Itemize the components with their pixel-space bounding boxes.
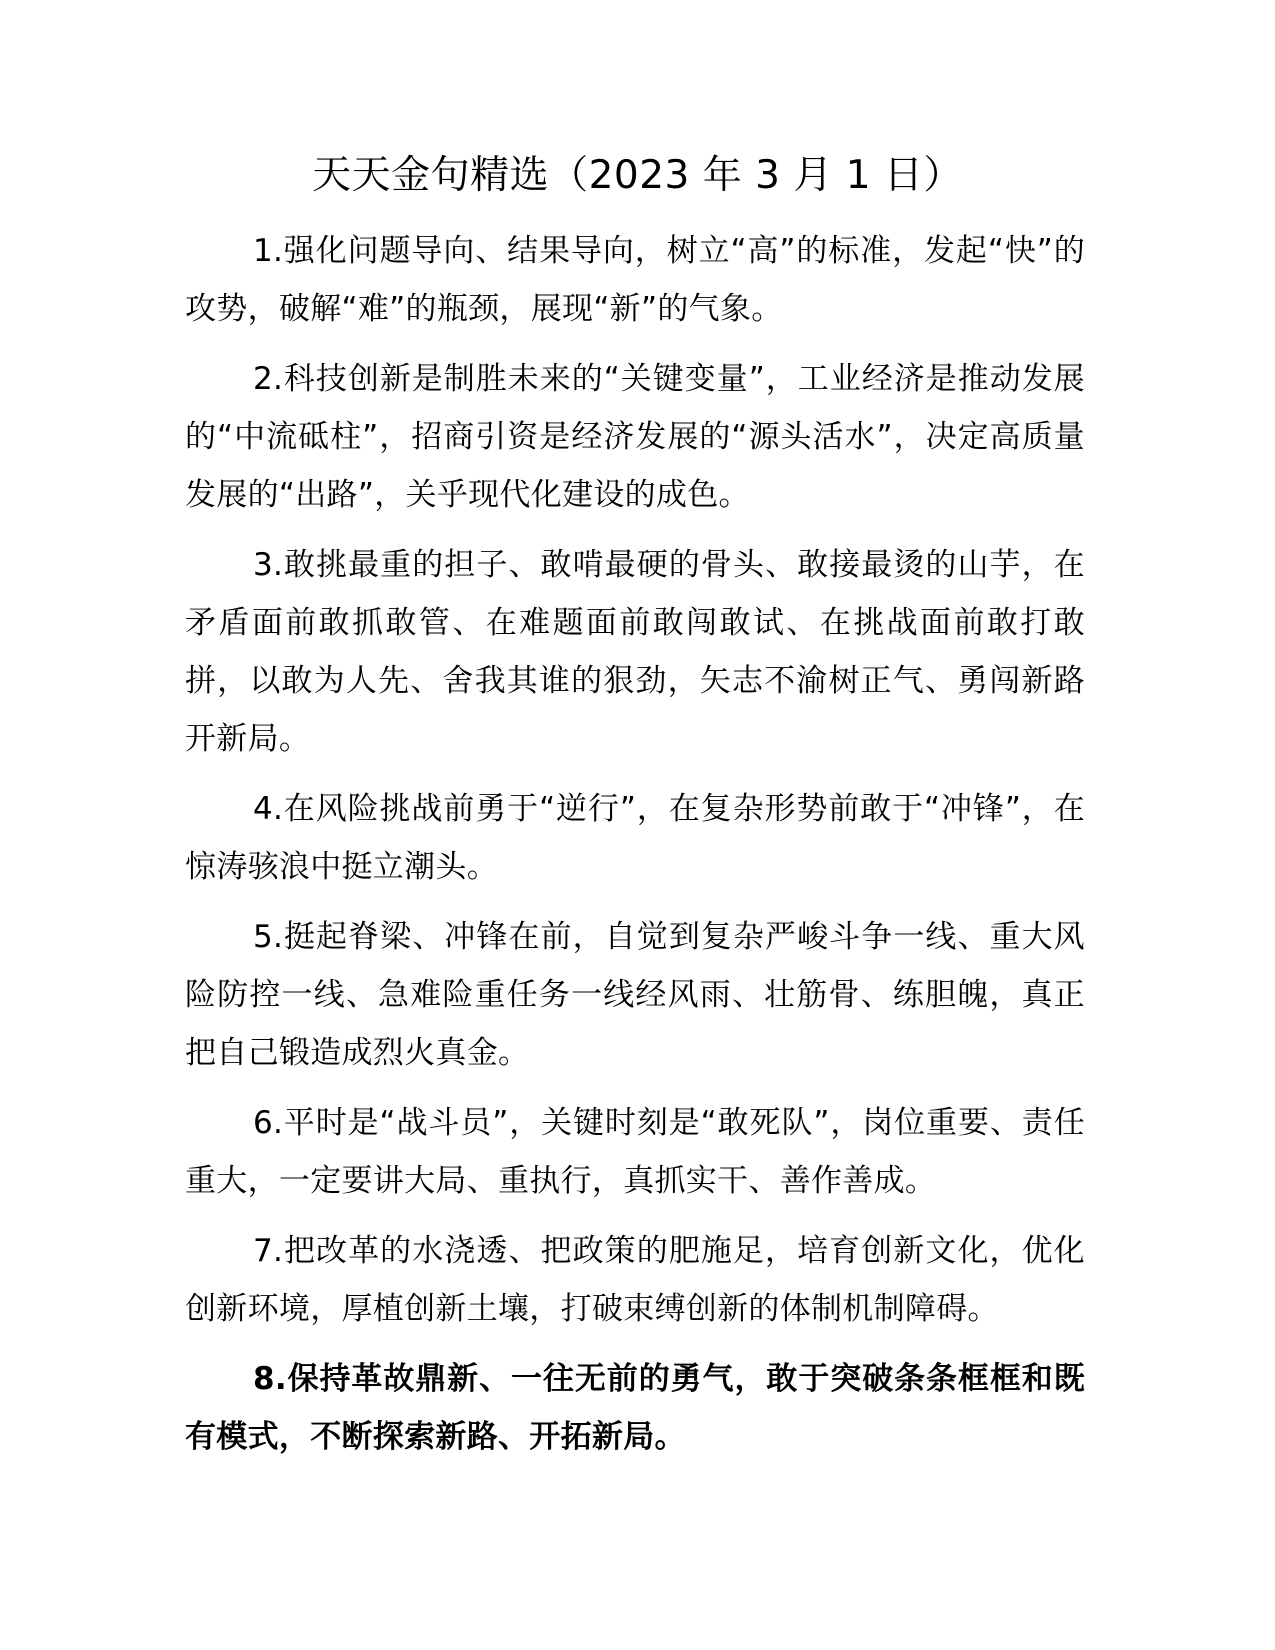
paragraph-7: 7.把改革的水浇透、把政策的肥施足，培育创新文化，优化创新环境，厚植创新土壤，打破束缚创新的体制机制障碍。 — [185, 1233, 1085, 1327]
paragraph-8: 8.保持革故鼎新、一往无前的勇气，敢于突破条条框框和既有模式，不断探索新路、开拓新局。 — [185, 1361, 1085, 1455]
paragraph-5: 5.挺起脊梁、冲锋在前，自觉到复杂严峻斗争一线、重大风险防控一线、急难险重任务一线经风雨、壮筋骨、练胆魄，真正把自己锻造成烈火真金。 — [185, 919, 1085, 1071]
paragraph-4: 4.在风险挑战前勇于“逆行”，在复杂形势前敢于“冲锋”，在惊涛骇浪中挺立潮头。 — [185, 791, 1085, 885]
paragraph-2: 2.科技创新是制胜未来的“关键变量”，工业经济是推动发展的“中流砥柱”，招商引资是经济发展的“源头活水”，决定高质量发展的“出路”，关乎现代化建设的成色。 — [185, 361, 1085, 513]
paragraph-6: 6.平时是“战斗员”，关键时刻是“敢死队”，岗位重要、责任重大，一定要讲大局、重执行，真抓实干、善作善成。 — [185, 1105, 1085, 1199]
document-body — [185, 222, 1085, 1478]
paragraph-1: 1.强化问题导向、结果导向，树立“高”的标准，发起“快”的攻势，破解“难”的瓶颈，展现“新”的气象。 — [185, 233, 1085, 327]
paragraph-3: 3.敢挑最重的担子、敢啃最硬的骨头、敢接最烫的山芋，在矛盾面前敢抓敢管、在难题面前敢闯敢试、在挑战面前敢打敢拼，以敢为人先、舍我其谁的狠劲，矢志不渝树正气、勇闯新路开新局。 — [185, 547, 1085, 757]
page-title: 天天金句精选（2023 年 3 月 1 日） — [312, 153, 963, 198]
